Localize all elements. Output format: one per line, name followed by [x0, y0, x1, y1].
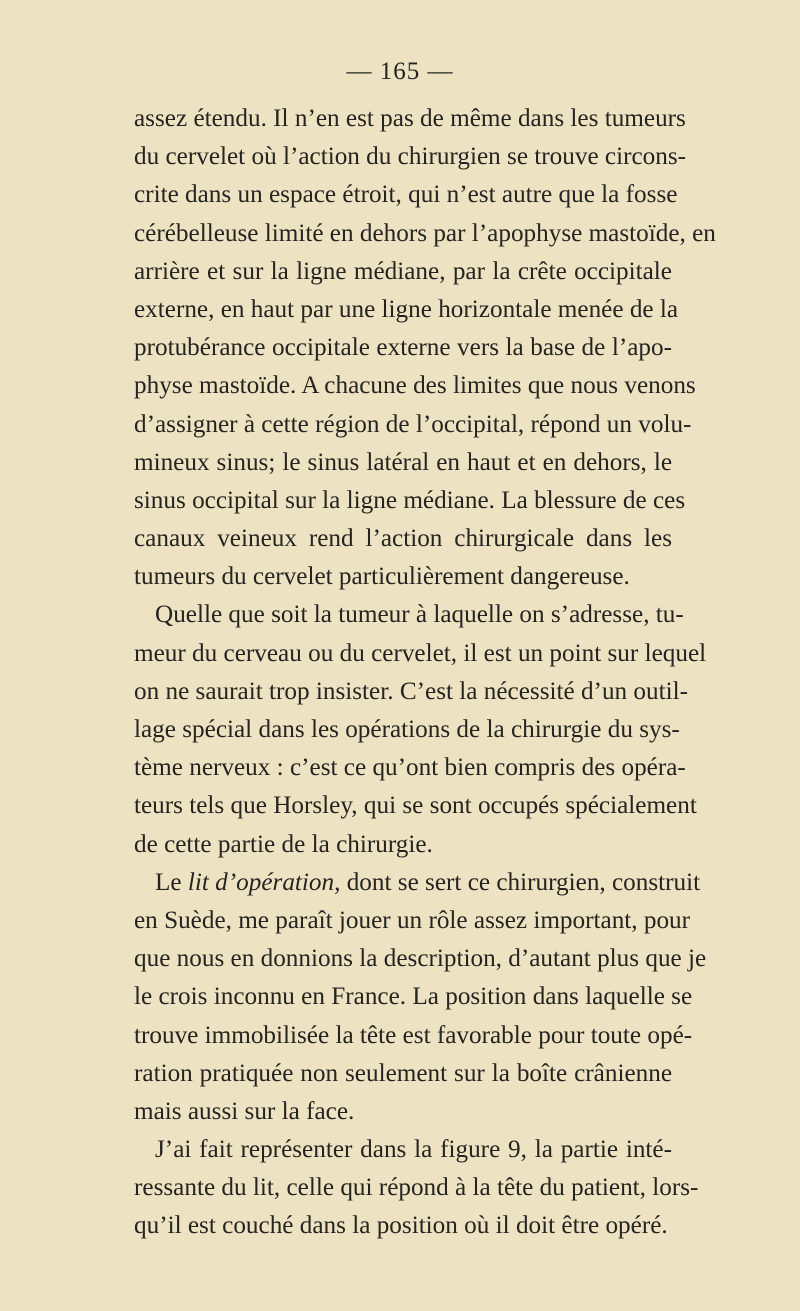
text-line: que nous en donnions la description, d’autant plus que je — [134, 945, 707, 973]
text-line: mineux sinus; le sinus latéral en haut et en dehors, le — [134, 448, 672, 476]
text-line: mais aussi sur la face. — [134, 1097, 355, 1125]
text-line: de cette partie de la chirurgie. — [134, 830, 433, 858]
text-segment: Le — [155, 868, 188, 896]
text-line: externe, en haut par une ligne horizontale menée de la — [134, 295, 679, 323]
text-line: tumeurs du cervelet particulièrement dangereuse. — [134, 563, 630, 591]
text-line: du cervelet où l’action du chirurgien se trouve circons- — [134, 143, 687, 171]
text-segment: dont se sert ce chirurgien, construit — [340, 868, 701, 896]
text-line: teurs tels que Horsley, qui se sont occupés spécialement — [134, 792, 697, 820]
italic-term: lit d’opération, — [187, 868, 341, 896]
text-line: physe mastoïde. A chacune des limites que nous venons — [134, 372, 696, 400]
text-line: ration pratiquée non seulement sur la boîte crânienne — [134, 1059, 672, 1087]
text-line: en Suède, me paraît jouer un rôle assez important, pour — [134, 906, 691, 934]
text-line-with-italic — [134, 864, 701, 902]
text-line: d’assigner à cette région de l’occipital, répond un volu- — [134, 410, 692, 438]
text-line: on ne saurait trop insister. C’est la nécessité d’un outil- — [134, 677, 689, 705]
text-line: qu’il est couché dans la position où il doit être opéré. — [134, 1212, 668, 1240]
page-number: — 165 — — [346, 58, 454, 85]
text-line: canaux veineux rend l’action chirurgicale dans les — [134, 525, 672, 553]
text-line: lage spécial dans les opérations de la chirurgie du sys- — [134, 716, 680, 743]
text-line: Quelle que soit la tumeur à laquelle on s’adresse, tu- — [155, 601, 684, 629]
text-line: cérébelleuse limité en dehors par l’apophyse mastoïde, en — [134, 219, 716, 247]
text-line: J’ai fait représenter dans la figure 9, la partie inté- — [155, 1136, 672, 1164]
text-line: tème nerveux : c’est ce qu’ont bien compris des opéra- — [134, 754, 686, 782]
text-line: trouve immobilisée la tête est favorable pour toute opé- — [134, 1021, 693, 1049]
text-line: protubérance occipitale externe vers la base de l’apo- — [134, 334, 672, 362]
text-line: assez étendu. Il n’en est pas de même dans les tumeurs — [134, 105, 686, 132]
body-text — [134, 100, 716, 1246]
text-line: le crois inconnu en France. La position dans laquelle se — [134, 983, 693, 1011]
text-line: crite dans un espace étroit, qui n’est autre que la fosse — [134, 181, 678, 209]
text-line: sinus occipital sur la ligne médiane. La blessure de ces — [134, 486, 686, 514]
text-line: meur du cerveau ou du cervelet, il est un point sur lequel — [134, 639, 707, 667]
text-line: ressante du lit, celle qui répond à la tête du patient, lors- — [134, 1174, 699, 1202]
text-line: arrière et sur la ligne médiane, par la crête occipitale — [134, 257, 672, 285]
